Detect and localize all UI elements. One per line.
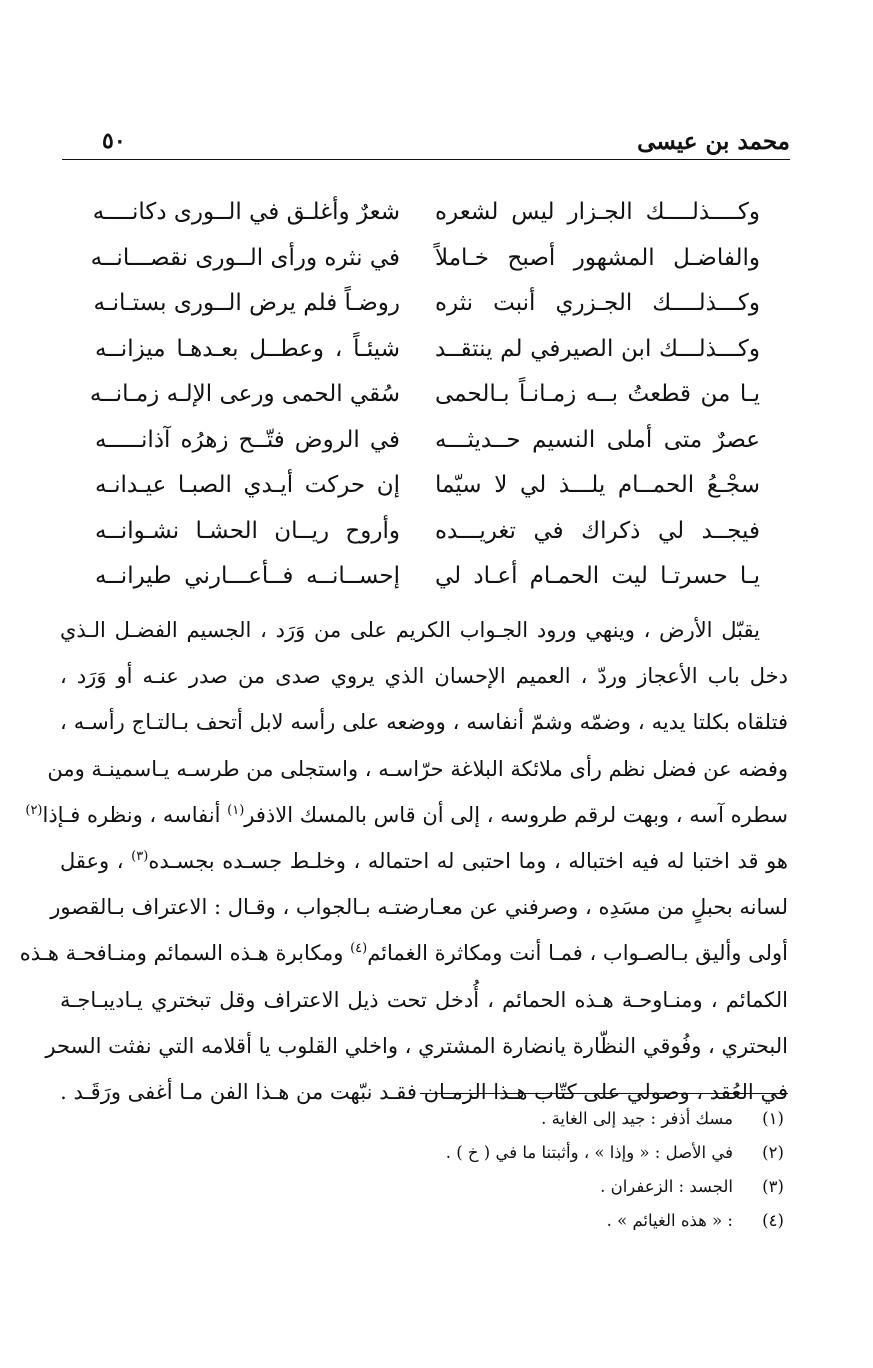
- verse-first-hemistich: يـا حسرتـا ليت الحمـام أعـاد لي: [435, 563, 760, 589]
- footnote: [188, 1170, 788, 1204]
- verse-first-hemistich: عصرٌ متى أملى النسيم حــديثـــه: [435, 426, 760, 453]
- verse-first-hemistich: يـا من قطعتُ بــه زمـانـاً بـالحمى: [435, 381, 760, 407]
- page-header: [62, 124, 790, 160]
- footnote-text: في الأصل : « وإذا » ، وأثبتنا ما في ( خ ) .: [445, 1143, 733, 1162]
- prose-segment: ، وعقل: [60, 848, 124, 873]
- verse: [95, 554, 760, 600]
- running-title: محمد بن عيسى: [637, 128, 790, 155]
- prose-line: فتلقاه بكلتا يديه ، وضمّه وشمّ أنفاسه ، ووضعه على رأسه لابل أتحف بـالتـاج رأسـه ،: [60, 710, 788, 735]
- footnote-ref: (٢): [25, 802, 43, 818]
- verse: [90, 236, 760, 282]
- footnote-ref: (١): [227, 802, 245, 818]
- footnote: [188, 1102, 788, 1136]
- footnote: [188, 1204, 788, 1238]
- prose-line: في العُقد ، وصولي على كتّاب هـذا الزمـان فقـد نبّهت من هـذا الفن مـا أغفى ورَقَـد .: [60, 1079, 788, 1104]
- prose-segment: أنفاسه ، ونظره فـإذا: [42, 802, 221, 827]
- verse: [95, 327, 760, 373]
- verse-second-hemistich: روضـاً فلم يرض الــورى بستـانـه: [93, 290, 400, 316]
- verse-first-hemistich: سجْـعُ الحمــام يلـــذ لي لا سيّما: [435, 472, 760, 498]
- verse: [95, 418, 760, 464]
- footnote-text: : « هذه الغيائم » .: [606, 1211, 733, 1230]
- verse-second-hemistich: وأروح ريــان الحشـا نشـوانــه: [95, 517, 400, 544]
- poem: [89, 190, 760, 600]
- prose-line: البحتري ، وفُوقي النظّارة يانضارة المشتري ، واخلي القلوب يا أقلامه التي نفثت السحر: [45, 1033, 788, 1058]
- page-number: ٥٠: [102, 128, 126, 154]
- header-rule: [62, 159, 790, 160]
- prose-line: [60, 838, 788, 884]
- verse-second-hemistich: شعرٌ وأغلـق في الــورى دكانــــه: [92, 199, 400, 225]
- footnote-text: مسك أذفر : جيد إلى الغاية .: [541, 1109, 733, 1128]
- verse-second-hemistich: شيئـاً ، وعطــل بعـدهـا ميزانــه: [95, 335, 400, 362]
- verse-first-hemistich: وكــــذلــــك الجـزار ليس لشعره: [435, 199, 760, 225]
- verse: [95, 463, 760, 509]
- footnote-text: الجسد : الزعفران .: [600, 1177, 733, 1196]
- prose-line: [25, 792, 788, 838]
- prose-segment: سطره آسه ، وبهت لرقم طروسه ، إلى أن قاس بالمسك الاذفر: [244, 802, 788, 827]
- verse-second-hemistich: في الروض فتّــح زهرُه آذانـــــه: [95, 426, 400, 453]
- footnote-ref: (٣): [131, 848, 149, 864]
- prose-segment: ومكابرة هـذه السمائم ومنـافحـة هـذه: [19, 941, 344, 966]
- verse-second-hemistich: في نثره ورأى الــورى نقصـــانــه: [90, 244, 400, 271]
- footnote-ref: (٤): [350, 941, 368, 957]
- prose-line: وفضه عن فضل نظم رأى ملائكة البلاغة حرّاسـه ، واستجلى من طرسـه يـاسمينـة ومن: [47, 756, 788, 781]
- verse-first-hemistich: وكـــذلـــك ابن الصيرفي لم ينتقــد: [435, 335, 760, 362]
- verse-first-hemistich: والفاضـل المشهور أصبح خـاملاً: [435, 244, 760, 271]
- footnote: [188, 1136, 788, 1170]
- verse-second-hemistich: سُقي الحمى ورعى الإلـه زمـانــه: [89, 381, 400, 407]
- prose-line: [19, 930, 788, 976]
- footnotes: [188, 1102, 788, 1238]
- prose-line: يقبّل الأرض ، وينهي ورود الجـواب الكريم على من وَرَد ، الجسيم الفضـل الـذي: [60, 618, 760, 642]
- prose-line: لسانه بحبلٍ من مسَدِه ، وصرفني عن معـارضتـه بـالجواب ، وقـال : الاعتراف بـالقصور: [50, 895, 788, 920]
- verse: [95, 509, 760, 555]
- prose-segment: أولى وأليق بـالصـواب ، فمـا أنت ومكاثرة الغمائم: [367, 941, 788, 966]
- verse-first-hemistich: فيجــد لي ذكراك في تغريـــده: [435, 517, 760, 544]
- verse-first-hemistich: وكـــذلــــك الجـزري أنبت نثره: [435, 290, 760, 316]
- prose-segment: هو قد اختبا له فيه اختباله ، وما احتبى له احتماله ، وخلـط جسـده بجسـده: [148, 848, 788, 873]
- prose-line: الكمائم ، ومنـاوحـة هـذه الحمائم ، أُدخل تحت ذيل الاعتراف وقل تبختري يـاديبـاجـة: [60, 987, 788, 1012]
- footnote-number: (٢): [762, 1143, 784, 1162]
- footnote-number: (١): [762, 1109, 784, 1128]
- footnote-number: (٤): [762, 1211, 784, 1230]
- prose-line: دخل باب الأعجاز وردّ ، العميم الإحسان الذي يروي صدى من صدر عنـه أو وَرَد ،: [60, 664, 788, 689]
- verse: [89, 372, 760, 418]
- footnote-number: (٣): [762, 1177, 784, 1196]
- verse-second-hemistich: إن حركت أيـدي الصبـا عيـدانـه: [95, 472, 400, 498]
- prose-paragraph: [19, 607, 788, 1115]
- verse-second-hemistich: إحســانــه فــأعـــارني طيرانــه: [95, 563, 400, 589]
- verse: [92, 190, 760, 236]
- footnote-rule: [420, 1093, 788, 1094]
- verse: [95, 281, 760, 327]
